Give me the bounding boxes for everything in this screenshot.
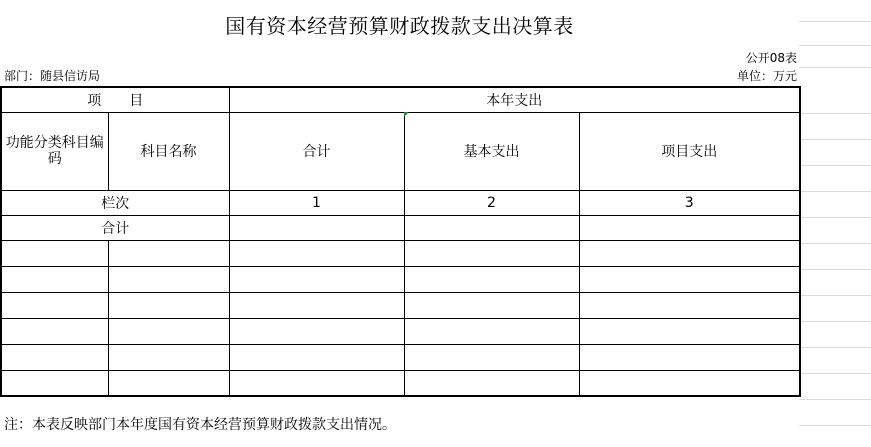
- grid-line: [799, 113, 871, 114]
- header-item[interactable]: 项 目: [1, 87, 229, 112]
- page-title: 国有资本经营预算财政拨款支出决算表: [225, 14, 574, 38]
- header-current-year[interactable]: 本年支出: [229, 87, 800, 112]
- total-cell[interactable]: [404, 215, 579, 240]
- table-cell[interactable]: [1, 370, 108, 396]
- table-cell[interactable]: [1, 266, 108, 292]
- table-cell[interactable]: [108, 292, 229, 318]
- table-cell[interactable]: [579, 344, 800, 370]
- table-cell[interactable]: [404, 266, 579, 292]
- total-cell[interactable]: [579, 215, 800, 240]
- table-row: [1, 266, 800, 292]
- total-label[interactable]: 合计: [1, 215, 229, 240]
- table-cell[interactable]: [579, 370, 800, 396]
- table-cell[interactable]: [404, 318, 579, 344]
- header-total[interactable]: 合计: [229, 112, 404, 190]
- unit-label: 单位：万元: [736, 69, 797, 83]
- grid-line: [799, 399, 871, 400]
- header-project[interactable]: 项目支出: [579, 112, 800, 190]
- grid-line: [799, 165, 871, 166]
- cell-comment-marker: [404, 112, 409, 117]
- header-row-1: [1, 87, 800, 112]
- grid-line: [799, 373, 871, 374]
- expenditure-table: [0, 86, 801, 397]
- table-cell[interactable]: [229, 344, 404, 370]
- grid-line: [799, 67, 871, 68]
- table-cell[interactable]: [579, 240, 800, 266]
- table-cell[interactable]: [1, 292, 108, 318]
- table-cell[interactable]: [229, 240, 404, 266]
- table-cell[interactable]: [579, 318, 800, 344]
- total-cell[interactable]: [229, 215, 404, 240]
- table-row: [1, 292, 800, 318]
- table-cell[interactable]: [108, 370, 229, 396]
- table-cell[interactable]: [1, 344, 108, 370]
- grid-line: [799, 45, 871, 46]
- table-cell[interactable]: [108, 240, 229, 266]
- table-row: [1, 370, 800, 396]
- table-cell[interactable]: [404, 240, 579, 266]
- index-col-3[interactable]: 3: [579, 190, 800, 215]
- header-row-2: [1, 112, 800, 190]
- grid-line: [799, 321, 871, 322]
- index-label[interactable]: 栏次: [1, 190, 229, 215]
- total-row: [1, 215, 800, 240]
- table-note: 注：本表反映部门本年度国有资本经营预算财政拨款支出情况。: [4, 417, 396, 433]
- header-func-code[interactable]: 功能分类科目编码: [1, 112, 108, 190]
- header-basic[interactable]: 基本支出: [404, 112, 579, 190]
- grid-line: [799, 425, 871, 426]
- table-cell[interactable]: [108, 344, 229, 370]
- department-label: 部门：随县信访局: [4, 69, 101, 83]
- grid-line: [799, 243, 871, 244]
- table-cell[interactable]: [404, 370, 579, 396]
- index-col-1[interactable]: 1: [229, 190, 404, 215]
- table-cell[interactable]: [404, 344, 579, 370]
- table-row: [1, 344, 800, 370]
- grid-line: [799, 217, 871, 218]
- table-cell[interactable]: [579, 266, 800, 292]
- index-row: [1, 190, 800, 215]
- grid-line: [799, 191, 871, 192]
- table-row: [1, 240, 800, 266]
- grid-line: [799, 295, 871, 296]
- grid-line: [799, 139, 871, 140]
- table-cell[interactable]: [108, 318, 229, 344]
- table-cell[interactable]: [1, 240, 108, 266]
- table-cell[interactable]: [229, 292, 404, 318]
- grid-line: [799, 269, 871, 270]
- table-cell[interactable]: [229, 318, 404, 344]
- table-cell[interactable]: [404, 292, 579, 318]
- table-cell[interactable]: [229, 370, 404, 396]
- table-cell[interactable]: [108, 266, 229, 292]
- header-subject-name[interactable]: 科目名称: [108, 112, 229, 190]
- table-cell[interactable]: [1, 318, 108, 344]
- grid-line: [799, 347, 871, 348]
- form-code: 公开08表: [745, 51, 797, 65]
- index-col-2[interactable]: 2: [404, 190, 579, 215]
- table-row: [1, 318, 800, 344]
- table-cell[interactable]: [579, 292, 800, 318]
- table-cell[interactable]: [229, 266, 404, 292]
- grid-line: [799, 21, 871, 22]
